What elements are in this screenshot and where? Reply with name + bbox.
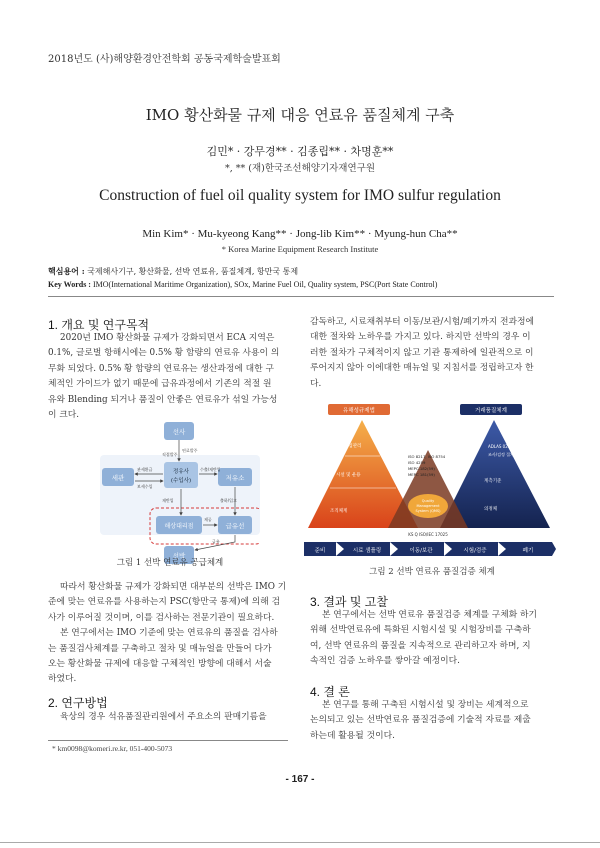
edge-customs-label: 관세환급 — [137, 467, 153, 472]
keywords-english-label: Key Words : — [48, 280, 91, 289]
line: 본 연구에서는 선박 연료유 품질검증 체계를 구체화 하기 — [322, 610, 538, 620]
section2-para1 — [48, 710, 292, 725]
line: 여, 선박 연료유의 품질을 지속적으로 관리하고자 하며, 지 — [310, 640, 531, 651]
line: 다. — [310, 378, 322, 389]
title-korean: IMO 황산화물 규제 대응 연료유 품질체계 구축 — [145, 106, 455, 124]
section4-title: 4. 결 론 — [310, 685, 350, 699]
figure2-caption: 그림 2 선박 연료유 품질검증 체계 — [369, 567, 495, 577]
line: 위해 선박연료유에 특화된 시험시설 및 시험장비를 구축하 — [310, 625, 531, 636]
node-supply-ship-label: 급유선 — [225, 522, 245, 530]
footnote-divider — [48, 740, 288, 741]
page-number: - 167 - — [285, 774, 315, 785]
fig2-right-item-4: 의정체 — [484, 507, 498, 512]
line: 하였다. — [48, 674, 77, 685]
node-supply-ship — [218, 516, 252, 534]
node-refinery-label: 정유사 — [173, 469, 189, 475]
line: 는 품질검사체계를 구축하고 절차 및 매뉴얼을 만들어 다가 — [48, 643, 272, 654]
fig2-qms-line2: Management — [416, 504, 440, 508]
figure1-caption: 그림 1 선박 연료유 공급체계 — [116, 558, 224, 568]
line: 육상의 경우 석유품질관리원에서 주요소의 판매기름을 — [60, 712, 267, 722]
edge-order-label: 연료발주 — [182, 448, 198, 453]
node-ship-owner-label: 선사 — [172, 428, 186, 436]
edge-storage-label: 수출/재반입 — [200, 467, 221, 472]
node-customs — [102, 468, 134, 486]
fig2-qms-line3: System (QMS) — [415, 509, 441, 513]
fig2-center-item-3: MEPC.182(59) — [408, 466, 435, 471]
fig2-flow-step-4: 시험/검증 — [463, 548, 487, 554]
fig2-flow-step-3: 이동/보관 — [409, 548, 433, 554]
line: 사가 이루어질 것이며, 이를 검사하는 전문기관이 필요하다. — [48, 612, 275, 623]
line: 이 크다. — [48, 410, 80, 421]
line: 무화 되었다. 0.5% 황 함량의 연료유는 생산과정에 대한 구 — [48, 363, 274, 374]
edge-import-label: 보세수입 — [137, 484, 153, 489]
edge-direct-order-label: 직접발주 — [162, 452, 178, 457]
line: 체적인 가이드가 없기 때문에 급유과정에서 기존의 적절 원 — [48, 379, 272, 390]
line: 본 연구를 통해 구축된 시험시설 및 장비는 세계적으로 — [322, 700, 529, 710]
bottom-border — [0, 842, 600, 843]
node-bunkering — [156, 516, 202, 534]
node-storage — [218, 468, 252, 486]
section4-para1 — [310, 698, 554, 744]
section3-para1 — [310, 608, 554, 670]
fig2-flow-arrow-end — [552, 542, 556, 556]
line: 루어지지 않아 이에대한 매뉴얼 및 지침서를 정립하고자 한 — [310, 363, 534, 374]
line: 러한 절차가 구체적이지 않고 기관 통제하에 일관적으로 이 — [310, 347, 534, 358]
affiliation-english: * Korea Marine Equipment Research Institute — [221, 244, 379, 254]
node-bunkering-label: 해상대리점 — [164, 523, 194, 530]
line: 2020년 IMO 황산화물 규제가 강화되면서 ECA 지역은 — [60, 333, 275, 343]
keywords-korean-label: 핵심용어 : — [48, 266, 85, 276]
line: 하는데 활용될 것이다. — [310, 730, 395, 741]
fig2-left-tier-3: 조직체계 — [330, 509, 348, 514]
section3-title: 3. 결과 및 고찰 — [310, 595, 388, 609]
section1-para1 — [48, 331, 292, 423]
line: 본 연구에서는 IMO 기준에 맞는 연료유의 품질을 검사하 — [60, 628, 278, 639]
fig2-right-item-3: 계측기준 — [484, 479, 502, 484]
figure2-quality-diagram — [300, 400, 556, 560]
node-customs-label: 세관 — [111, 474, 125, 482]
edge-supply-label: 급유 — [212, 539, 220, 544]
authors-korean: 김민* · 강무경** · 김종립** · 차명훈** — [206, 145, 394, 158]
fig2-left-tier-2: 시설 및 운용 — [336, 473, 361, 478]
line: 대한 절차와 노하우를 가지고 있다. 하지만 선박의 경우 이 — [310, 332, 531, 343]
node-storage-label: 저유소 — [225, 474, 245, 482]
fig2-qms-line1: Quality — [421, 499, 435, 503]
fig2-right-item-2: 조사/검정 절차 — [488, 452, 514, 457]
line: 오는 황산화물 규제에 대응할 구체적인 방향에 대해서 서술 — [48, 659, 272, 670]
line: 유와 Blending 되거나 품질이 안좋은 연료유가 섞일 가능성 — [48, 394, 278, 405]
fig2-center-item-4: MEPC 181(59) — [408, 472, 435, 477]
section1-para2 — [48, 580, 292, 688]
section2-title: 2. 연구방법 — [48, 696, 108, 710]
fig2-right-header: 거래품질체계 — [475, 408, 507, 414]
edge-bunkering-label: 재반입 — [162, 498, 174, 503]
keywords-english — [48, 280, 437, 289]
conference-header: 2018년도 (사)해양환경안전학회 공동국제학술발표회 — [48, 54, 281, 65]
edge-delivery-label: 제공 — [204, 517, 212, 522]
footnote: * km0098@komeri.re.kr, 051-400-5073 — [52, 744, 173, 753]
line: 0.1%, 글로벌 항해시에는 0.5% 황 함량의 연료유 사용이 의 — [48, 348, 280, 359]
keywords-korean-text: 국제해사기구, 황산화물, 선박 연료유, 품질체계, 항만국 통제 — [87, 267, 299, 276]
line: 논의되고 있는 선박연료유 품질검증에 기술적 자료를 제출 — [310, 715, 531, 726]
node-refinery — [164, 462, 198, 488]
line: 감독하고, 시료채취부터 이동/보관/시험/폐기까지 전과정에 — [310, 317, 535, 327]
fig2-center-item-2: ISO 4259 — [408, 460, 426, 465]
edge-supply-ship-label: 출하/입고 — [220, 498, 237, 503]
line: 준에 맞는 연료유를 사용하는지 PSC(항만국 통제)에 의해 검 — [48, 597, 281, 608]
figure1-supply-diagram — [100, 420, 260, 565]
affiliation-korean: *, ** (재)한국조선해양기자재연구원 — [224, 163, 376, 174]
fig2-right-item-1: ADLAS 02.019 — [488, 444, 517, 449]
fig2-flow-step-5: 폐기 — [522, 548, 534, 554]
right-para1 — [310, 315, 554, 392]
fig2-flow-step-1: 준비 — [314, 548, 326, 554]
fig2-left-tier-1: 사업관리 — [344, 444, 362, 449]
keywords-english-text: IMO(International Maritime Organization), SOx, Marine Fuel Oil, Quality system, PSC(Port State Control) — [92, 280, 438, 289]
node-refinery-label-sub: (수입사) — [170, 478, 192, 484]
section1-title: 1. 개요 및 연구목적 — [48, 318, 150, 332]
line: 따라서 황산화물 규제가 강화되면 대부분의 선박은 IMO 기 — [60, 582, 287, 592]
node-vessel-label: 선박 — [172, 552, 186, 560]
fig2-center-item-6: KS Q ISO/IEC 17025 — [408, 532, 448, 537]
keywords-divider — [48, 296, 554, 297]
fig2-center-item-1: ISO 8217, ISO 8754 — [408, 454, 446, 459]
fig2-flow-step-2: 시료 샘플링 — [352, 548, 382, 554]
authors-english: Min Kim* · Mu-kyeong Kang** · Jong-lib Kim** · Myung-hun Cha** — [142, 228, 458, 240]
title-english: Construction of fuel oil quality system for IMO sulfur regulation — [99, 187, 501, 204]
line: 속적인 검증 노하우를 쌓아갈 예정이다. — [310, 656, 460, 667]
keywords-korean — [48, 266, 298, 277]
fig2-left-header: 유해성규제법 — [343, 408, 375, 414]
node-ship-owner — [164, 422, 194, 440]
